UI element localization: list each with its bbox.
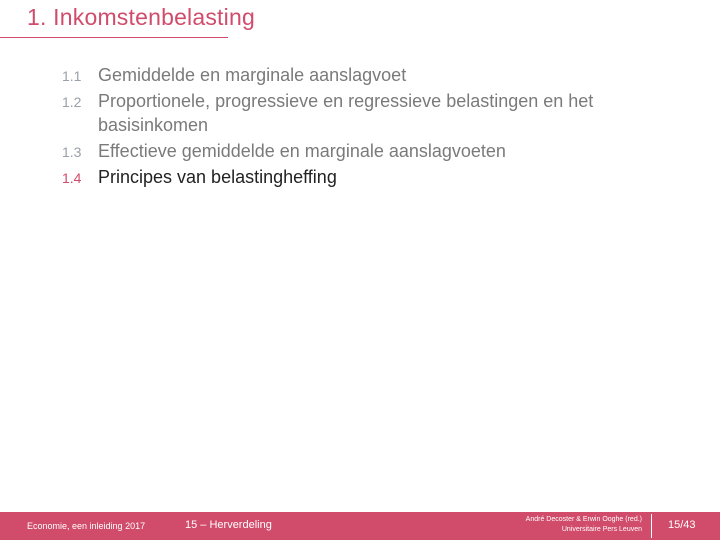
- toc-item-number: 1.3: [62, 144, 82, 160]
- toc-item-text: Effectieve gemiddelde en marginale aanslagvoeten: [98, 141, 506, 161]
- footer-chapter: 15 – Herverdeling: [185, 519, 272, 531]
- toc-item: [62, 139, 702, 163]
- footer-course: Economie, een inleiding 2017: [27, 521, 146, 531]
- toc-item-text: Principes van belastingheffing: [98, 167, 337, 187]
- toc-item-text: Gemiddelde en marginale aanslagvoet: [98, 65, 407, 85]
- toc-item-number: 1.4: [62, 170, 82, 186]
- toc-item-current: [62, 165, 702, 189]
- slide-title: 1. Inkomstenbelasting: [27, 4, 255, 30]
- footer-credits: [500, 515, 642, 535]
- toc-item-number: 1.2: [62, 94, 82, 110]
- toc-item: [62, 63, 702, 87]
- page-number: 15/43: [668, 519, 696, 531]
- footer-bar: [0, 512, 720, 540]
- footer-authors: André Decoster & Erwin Ooghe (red.): [525, 516, 642, 523]
- footer-publisher: Universitaire Pers Leuven: [561, 526, 642, 533]
- footer-divider: [651, 514, 652, 538]
- toc-item-text: Proportionele, progressieve en regressieve belastingen en het basisinkomen: [98, 91, 594, 135]
- table-of-contents: [62, 63, 702, 191]
- toc-item: [62, 89, 702, 137]
- title-underline: [0, 37, 228, 38]
- toc-item-number: 1.1: [62, 68, 82, 84]
